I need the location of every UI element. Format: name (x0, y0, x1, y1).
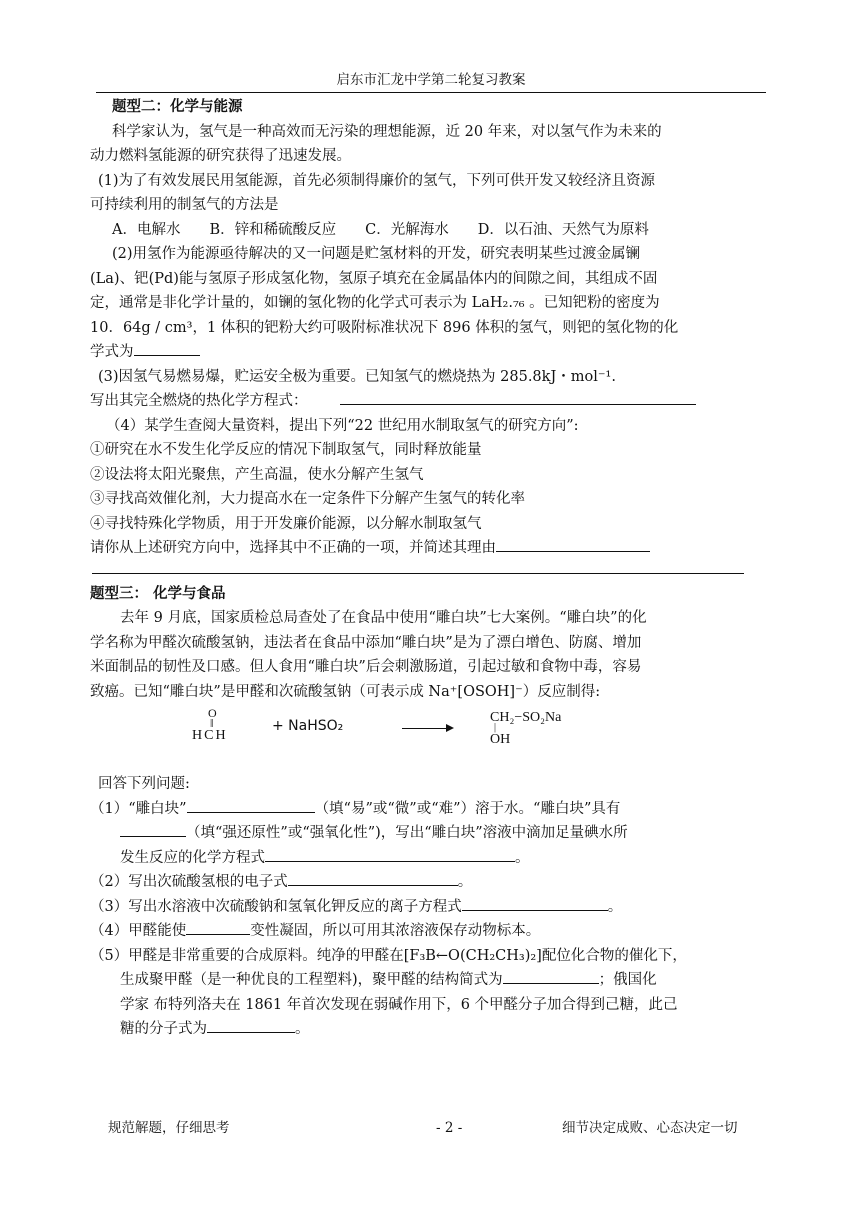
page-content (90, 95, 770, 1042)
answer-blank[interactable] (462, 896, 608, 911)
question-text: （3）写出水溶液中次硫酸钠和氢氧化钾反应的离子方程式 (90, 898, 462, 915)
arrow-head-icon (446, 724, 454, 732)
question-line: 10．64g / cm³，1 体积的钯粉大约可吸附标准状况下 896 体积的氢气，则钯的氢化物的化 (90, 319, 679, 336)
question-line: (3)因氢气易燃易爆，贮运安全极为重要。已知氢气的燃烧热为 285.8kJ・mol⁻¹. (98, 368, 616, 385)
question-text: 。 (457, 874, 473, 890)
question-line (90, 389, 770, 414)
divider-line (92, 573, 744, 574)
answer-blank[interactable] (134, 341, 200, 356)
paragraph-line: 米面制品的韧性及口感。但人食用“雕白块”后会刺激肠道，引起过敏和食物中毒，容易 (90, 659, 642, 675)
question-text: （1）“雕白块” (90, 800, 187, 817)
paragraph-line: 动力燃料氢能源的研究获得了迅速发展。 (90, 148, 351, 164)
product-bond: | (494, 722, 497, 733)
answer-blank[interactable] (288, 871, 458, 886)
carbonyl-oxygen: O (208, 706, 217, 720)
question-line (90, 870, 770, 895)
reaction-arrow (402, 728, 448, 729)
page-number: - 2 - (436, 1120, 463, 1136)
list-item: ①研究在水不发生化学反应的情况下制取氢气，同时释放能量 (90, 442, 482, 458)
question-line (90, 536, 770, 561)
question-text: （4）甲醛能使 (90, 923, 187, 939)
paragraph-line: 去年 9 月底，国家质检总局查处了在食品中使用“雕白块”七大案例。“雕白块”的化 (120, 610, 647, 626)
answer-blank[interactable] (207, 1018, 295, 1033)
question-line (90, 919, 770, 944)
answer-blank[interactable] (503, 969, 599, 984)
answer-blank[interactable] (187, 798, 315, 813)
page-header: 启东市汇龙中学第二轮复习教案 (96, 70, 766, 93)
question-text: （2）写出次硫酸氢根的电子式 (90, 874, 288, 890)
reaction-equation (190, 706, 770, 758)
list-item: ②设法将太阳光聚焦，产生高温，使水分解产生氢气 (90, 466, 424, 483)
question-line (90, 968, 770, 993)
question-text: 。 (295, 1021, 310, 1037)
question-text: ；俄国化 (598, 972, 657, 988)
question-text: 。 (607, 898, 623, 915)
question-text: （填“强还原性”或“强氧化性”)，写出“雕白块”溶液中滴加足量碘水所 (186, 825, 628, 841)
question-line (90, 821, 770, 846)
question-text: 写出其完全燃烧的热化学方程式： (90, 393, 308, 409)
list-item: ③寻找高效催化剂，大力提高水在一定条件下分解产生氢气的转化率 (90, 491, 525, 507)
question-line: 定，通常是非化学计量的，如镧的氢化物的化学式可表示为 LaH₂.₇₆ 。已知钯粉的密度为 (90, 295, 660, 311)
double-bond: ‖ (210, 716, 214, 730)
question-line: （5）甲醛是非常重要的合成原料。纯净的甲醛在[F₃B←O(CH₂CH₃)₂]配位化合物的催化下， (90, 947, 687, 964)
question-line: (2)用氢作为能源亟待解决的又一问题是贮氢材料的开发，研究表明某些过渡金属镧 (112, 246, 641, 262)
question-text: 学式为 (90, 344, 134, 360)
question-text: 。 (515, 849, 530, 866)
paragraph-line: 致癌。已知“雕白块”是甲醛和次硫酸氢钠（可表示成 Na⁺[OSOH]⁻）反应制得: (90, 683, 601, 700)
answer-blank[interactable] (496, 537, 650, 552)
answer-blank[interactable] (186, 920, 250, 935)
question-text: 请你从上述研究方向中，选择其中不正确的一项，并简述其理由 (90, 540, 496, 556)
question-line (90, 340, 770, 365)
question-line: (La)、钯(Pd)能与氢原子形成氢化物，氢原子填充在金属晶体内的间隙之间，其组成不固 (90, 270, 658, 287)
paragraph-line: 学名称为甲醛次硫酸氢钠，违法者在食品中添加“雕白块”是为了漂白增色、防腐、增加 (90, 634, 642, 651)
reagent-formula: + NaHSO₂ (272, 718, 344, 734)
answer-blank[interactable] (340, 390, 696, 405)
question-text: 发生反应的化学方程式 (120, 849, 265, 866)
question-text: （填“易”或“微”或“难”）溶于水。“雕白块”具有 (314, 800, 621, 817)
footer-left: 规范解题，仔细思考 (108, 1120, 230, 1136)
question-text: 变性凝固，所以可用其浓溶液保存动物标本。 (250, 923, 541, 939)
list-item: ④寻找特殊化学物质，用于开发廉价能源，以分解水制取氢气 (90, 515, 482, 532)
footer-right: 细节决定成败、心态决定一切 (562, 1120, 738, 1136)
section-title-food: 题型三： 化学与食品 (90, 585, 226, 602)
section-title-energy: 题型二：化学与能源 (112, 99, 243, 115)
product-hydroxyl: OH (490, 732, 511, 747)
answer-blank[interactable] (265, 847, 515, 862)
formaldehyde-formula: HCH (192, 728, 228, 743)
question-line (90, 1017, 770, 1042)
question-line: （4）某学生查阅大量资料，提出下列“22 世纪用水制取氢气的研究方向”: (106, 417, 579, 434)
answer-prompt: 回答下列问题: (98, 776, 190, 792)
question-line (90, 895, 770, 920)
question-line: 学家 布特列洛夫在 1861 年首次发现在弱碱作用下，6 个甲醛分子加合得到己糖，此己 (120, 996, 678, 1013)
product-formula: CH₂−SO₂Na (490, 710, 562, 725)
question-line (90, 797, 770, 822)
question-line (90, 846, 770, 871)
question-text: 生成聚甲醛（是一种优良的工程塑料)，聚甲醛的结构简式为 (120, 972, 503, 988)
question-text: 糖的分子式为 (120, 1021, 207, 1037)
answer-blank[interactable] (120, 822, 186, 837)
question-line: 可持续利用的制氢气的方法是 (90, 197, 279, 213)
answer-options: A．电解水 B．锌和稀硫酸反应 C．光解海水 D．以石油、天然气为原料 (112, 221, 649, 238)
paragraph-line: 科学家认为，氢气是一种高效而无污染的理想能源，近 20 年来，对以氢气作为未来的 (112, 123, 662, 140)
question-line: (1)为了有效发展民用氢能源，首先必须制得廉价的氢气，下列可供开发又较经济且资源 (98, 172, 656, 189)
